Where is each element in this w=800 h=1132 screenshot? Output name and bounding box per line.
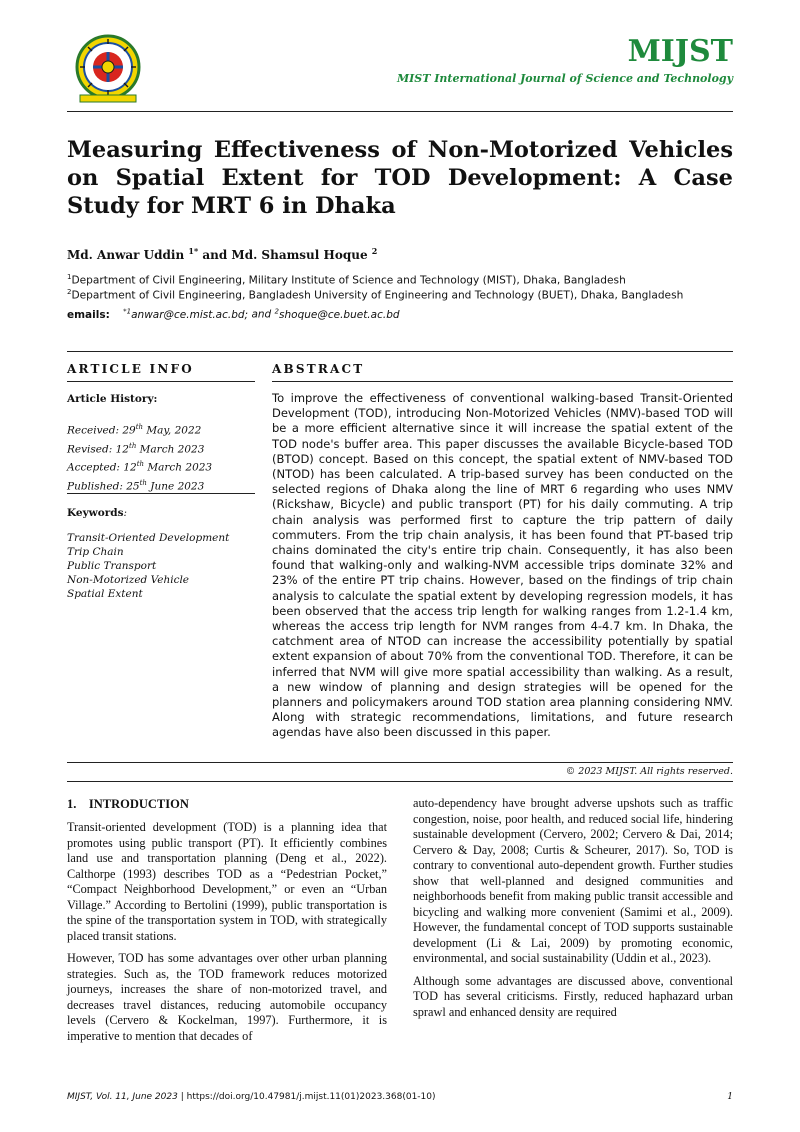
history-heading: Article History: bbox=[67, 393, 158, 405]
author-name: Md. Shamsul Hoque bbox=[231, 248, 368, 262]
author-emails bbox=[67, 307, 400, 321]
affiliation-text: Department of Civil Engineering, Bangladesh University of Engineering and Technology (BUET), Dhaka, Bangladesh bbox=[71, 289, 684, 302]
section-heading-introduction: 1. INTRODUCTION bbox=[67, 797, 189, 811]
page-number: 1 bbox=[727, 1092, 733, 1102]
paragraph: auto-dependency have brought adverse upshots such as traffic congestion, noise, poor health, and reduced social life, hindering sustainable development (Cervero, 2002; Cervero & Dai, 2014; Cervero & Day, 2008; Curtis & Scheurer, 2017). So, TOD is contrary to conventional auto-dependent growth. Further studies show that well-planned and designed communities and neighborhoods benefit from making public transit accessible and bicycling and walking more convenient (Samimi et al., 2009). However, the fundamental concept of TOD supports sustainable development (Li & Lai, 2009) by promoting economic, environmental, and social sustainability (Uddin et al., 2023). bbox=[413, 796, 733, 965]
footer-separator: | bbox=[180, 1092, 184, 1102]
journal-logo bbox=[68, 33, 148, 105]
mist-seal-logo-icon bbox=[68, 33, 148, 105]
article-info-heading: ARTICLE INFO bbox=[67, 362, 194, 376]
abstract-heading: ABSTRACT bbox=[272, 362, 365, 376]
affiliation-mark: 1 bbox=[67, 273, 72, 281]
keyword-item: Trip Chain bbox=[67, 546, 124, 558]
email-mark: *1 bbox=[123, 307, 132, 315]
abstract-text: To improve the effectiveness of conventional walking-based Transit-Oriented Development (TOD), introducing Non-Motorized Vehicles (NMV)-based TOD will be a more efficient alternative since it will increase the spatial extent of the TOD node's buffer area. This paper discusses the available Bicycle-based TOD (BTOD) concept. Based on this concept, the spatial extent of NMV-based TOD (NTOD) has been calculated. A trip-based survey has been conducted on the selected regions of Dhaka along the line of MRT 6 regarding who uses NMV (Rickshaw, Bicycle) and public transport (PT) for his daily commuting. A trip chain analysis was performed first to capture the trip pattern of daily commuters. From the trip chain analysis, it has been found that PT-based trip chains dominated the city's entire trip chain. Consequently, it has also been found that walking-only and walking-NVM accessible trips dominate 32% and 23% of the entire PT trip chains. However, based on the findings of trip chain analysis to calculate the spatial extent by developing regression models, it has been observed that the access trip length for walking ranges from 1.2-1.4 km, whereas the access trip length for NVM ranges from 4-4.7 km. In Dhaka, the catchment area of NTOD can increase the accessibility potentially by spatial extent expansion of about 70% from the conventional TOD. Therefore, it can be inferred that NVM will give more spatial accessibility than walking. As a result, a new window of planning and design strategies will be opened for the planners and policymakers around TOD station area planning considering NMV. Along with strategic recommendations, limitations, and future research agendas have also been discussed in this paper. bbox=[272, 391, 733, 740]
doi-link[interactable]: https://doi.org/10.47981/j.mijst.11(01)2023.368(01-10) bbox=[186, 1092, 436, 1102]
author-mark: 2 bbox=[371, 246, 378, 256]
author-joiner: and bbox=[202, 248, 228, 262]
header-divider bbox=[67, 111, 733, 112]
history-item: Published: 25th June 2023 bbox=[67, 478, 205, 492]
keyword-item: Transit-Oriented Development bbox=[67, 532, 230, 544]
keyword-item: Non-Motorized Vehicle bbox=[67, 574, 190, 586]
citation-text: MIJST, Vol. 11, June 2023 bbox=[67, 1092, 178, 1102]
body-column-right bbox=[413, 796, 733, 1027]
keywords-heading: Keywords: bbox=[67, 507, 128, 519]
keyword-item: Spatial Extent bbox=[67, 588, 143, 600]
author-name: Md. Anwar Uddin bbox=[67, 248, 185, 262]
keyword-list bbox=[67, 531, 255, 601]
body-column-left bbox=[67, 820, 387, 1051]
email-link[interactable]: shoque@ce.buet.ac.bd bbox=[279, 308, 400, 321]
footer-citation bbox=[67, 1092, 436, 1102]
paragraph: However, TOD has some advantages over other urban planning strategies. Such as, the TOD framework reduces motorized journeys, increases the share of non-motorized travel, and decreases travel distances, reducing automobile occupancy levels (Cervero & Kockelman, 1997). Furthermore, it is imperative to mention that decades of bbox=[67, 951, 387, 1043]
author-list bbox=[67, 246, 377, 262]
journal-name: MIST International Journal of Science and Technology bbox=[396, 72, 733, 85]
author-mark: 1* bbox=[188, 246, 199, 256]
affiliation-mark: 2 bbox=[67, 288, 72, 296]
history-item: Received: 29th May, 2022 bbox=[67, 423, 202, 437]
affiliation bbox=[67, 285, 683, 303]
journal-abbr: MIJST bbox=[627, 34, 733, 69]
journal-brand bbox=[397, 36, 733, 85]
paragraph: Although some advantages are discussed above, conventional TOD has several criticisms. Firstly, reduced haphazard urban sprawl and enhanced density are required bbox=[413, 973, 733, 1019]
article-info-rule bbox=[67, 381, 255, 382]
body-divider bbox=[67, 781, 733, 782]
keyword-item: Public Transport bbox=[67, 560, 157, 572]
history-item: Accepted: 12th March 2023 bbox=[67, 460, 213, 474]
affiliation-text: Department of Civil Engineering, Military Institute of Science and Technology (MIST), Dhaka, Bangladesh bbox=[71, 274, 626, 287]
paragraph: Transit-oriented development (TOD) is a planning idea that promotes using public transport (PT). It efficiently combines land use and transportation planning (Deng et al., 2022). Calthorpe (1993) describes TOD as a “Pedestrian Pocket,” “Compact Neighborhood Development,” or even an “Urban Village.” According to Bertolini (1999), public transportation is the spine of the transportation system in TOD, with strategically placed transit stations. bbox=[67, 820, 387, 943]
copyright-divider bbox=[67, 762, 733, 763]
email-link[interactable]: anwar@ce.mist.ac.bd; bbox=[131, 308, 249, 321]
keywords-rule bbox=[67, 493, 255, 494]
copyright-notice: © 2023 MIJST. All rights reserved. bbox=[565, 766, 733, 777]
abstract-rule bbox=[272, 381, 733, 382]
article-history bbox=[67, 420, 255, 494]
article-title: Measuring Effectiveness of Non-Motorized Vehicles on Spatial Extent for TOD Development: A Case Study for MRT 6 in Dhaka bbox=[67, 137, 733, 219]
emails-label: emails: bbox=[67, 308, 110, 321]
emails-joiner: and bbox=[251, 308, 272, 321]
email-mark: 2 bbox=[274, 307, 280, 315]
info-divider bbox=[67, 351, 733, 352]
history-item: Revised: 12th March 2023 bbox=[67, 441, 205, 455]
